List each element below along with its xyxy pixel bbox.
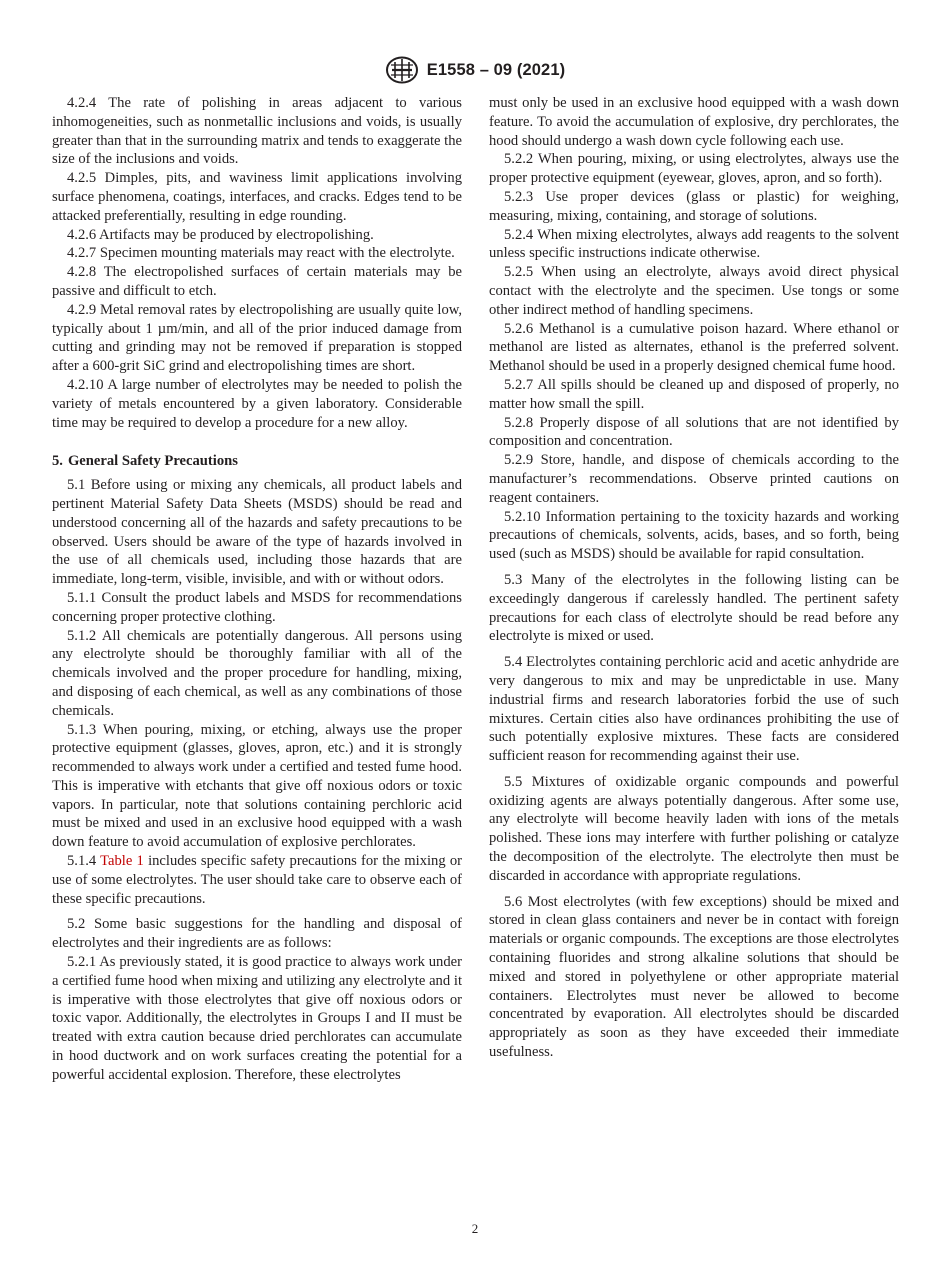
- paragraph-5-2-3: 5.2.3 Use proper devices (glass or plastic) for weighing, measuring, mixing, containing, and storage of solutions.: [489, 188, 899, 224]
- paragraph-5-1-4-lead: 5.1.4: [67, 853, 101, 870]
- paragraph-5-2-1: 5.2.1 As previously stated, it is good practice to always work under a certified fume hood when mixing and utilizing any electrolyte and it is imperative with those electrolytes that give off noxious odors or toxic vapor. Additionally, the electrolytes in Groups I and II must be treated with extra caution because dried perchlorates can accumulate in hood ductwork and on work surfaces creating the potential for a powerful accidental explosion. Therefore, these electrolytes: [52, 954, 462, 1083]
- paragraph-4-2-7: 4.2.7 Specimen mounting materials may react with the electrolyte.: [67, 245, 455, 262]
- paragraph-5-1-1: 5.1.1 Consult the product labels and MSDS for recommendations concerning proper protective clothing.: [52, 589, 462, 625]
- section-heading-5: [52, 452, 462, 471]
- paragraph-4-2-5: 4.2.5 Dimples, pits, and waviness limit applications involving surface phenomena, coatings, interfaces, and cracks. Edges tend to be attacked preferentially, resulting in edge rounding.: [52, 170, 462, 224]
- paragraph-5-1-2: 5.1.2 All chemicals are potentially dangerous. All persons using any electrolyte should be thoroughly familiar with all of the chemicals involved and the proper procedure for handling, mixing, and disposing of each chemical, as well as any combinations of those chemicals.: [52, 627, 462, 719]
- table-1-link[interactable]: Table 1: [100, 853, 144, 870]
- paragraph-5-1-3: 5.1.3 When pouring, mixing, or etching, always use the proper protective equipment (glasses, gloves, apron, etc.) and it is strongly recommended to always work under a certified and tested fume hood. This is imperative with etchants that give off noxious odors or toxic vapors. In particular, note that solutions containing perchloric acid must be mixed and used in an exclusive hood equipped with a wash down feature to avoid accumulation of explosive perchlorates.: [52, 721, 462, 851]
- paragraph-5-1: 5.1 Before using or mixing any chemicals, all product labels and pertinent Material Safety Data Sheets (MSDS) should be read and understood concerning all of the hazards and safety precautions to be observed. Users should be aware of the type of hazards involved in the use of all chemicals used, including those hazards that are immediate, long-term, visible, invisible, and with or without odors.: [52, 477, 462, 588]
- paragraph-5-3: 5.3 Many of the electrolytes in the following listing can be exceedingly dangerous if carelessly handled. The pertinent safety precautions for each class of electrolyte should be read before any electrolyte is mixed or used.: [489, 571, 899, 645]
- paragraph-4-2-6: 4.2.6 Artifacts may be produced by electropolishing.: [67, 226, 374, 243]
- left-column: [52, 94, 462, 1085]
- section-title: General Safety Precautions: [67, 453, 238, 470]
- paragraph-4-2-9: 4.2.9 Metal removal rates by electropolishing are usually quite low, typically about 1 µm/min, and all of the prior induced damage from cutting and grinding may not be removed if preparation is stopped after a 600-grit SiC grind and electropolishing times are short.: [52, 301, 462, 375]
- paragraph-5-2-1-continued: must only be used in an exclusive hood equipped with a wash down feature. To avoid the accumulation of explosive, dry perchlorates, the hood should undergo a wash down cycle following each use.: [489, 95, 899, 149]
- page-header: [0, 55, 950, 85]
- paragraph-5-2-2: 5.2.2 When pouring, mixing, or using electrolytes, always use the proper protective equipment (eyewear, gloves, apron, and so forth).: [489, 151, 899, 187]
- paragraph-5-2-8: 5.2.8 Properly dispose of all solutions that are not identified by composition and concentration.: [489, 414, 899, 450]
- paragraph-5-5: 5.5 Mixtures of oxidizable organic compounds and powerful oxidizing agents are always potentially dangerous. After some use, any electrolyte will become heavily laden with ions of the metals polished. These ions may interfere with further polishing or catalyze the decomposition of the electrolyte. The electrolyte then must be discarded in accordance with appropriate regulations.: [489, 773, 899, 884]
- paragraph-5-1-4: [52, 852, 462, 908]
- right-column: [489, 94, 899, 1062]
- paragraph-5-2-7: 5.2.7 All spills should be cleaned up and disposed of properly, no matter how small the spill.: [489, 376, 899, 412]
- paragraph-5-2-6: 5.2.6 Methanol is a cumulative poison hazard. Where ethanol or methanol are listed as alternates, ethanol is the preferred solvent. Methanol should be used in a properly designed chemical fume hood.: [489, 320, 899, 375]
- paragraph-5-1-4-rest: includes specific safety precautions for the mixing or use of some electrolytes. The user should take care to observe each of these specific precautions.: [52, 853, 463, 907]
- paragraph-5-6: 5.6 Most electrolytes (with few exceptions) should be mixed and stored in clean glass containers and never be in contact with foreign materials or organic compounds. The exceptions are those electrolytes containing fluorides and strong alkaline solutions that should be mixed and stored in polyethylene or other appropriate material containers. Electrolytes must never be allowed to become concentrated by evaporation. All electrolytes should be discarded appropriately as soon as they have exceeded their immediate usefulness.: [489, 893, 899, 1061]
- standard-designation: E1558 – 09 (2021): [426, 60, 566, 79]
- section-number: 5.: [52, 453, 63, 470]
- paragraph-4-2-10: 4.2.10 A large number of electrolytes may be needed to polish the variety of metals encountered by a given laboratory. Considerable time may be required to develop a procedure for a new alloy.: [52, 376, 462, 431]
- paragraph-5-2: 5.2 Some basic suggestions for the handling and disposal of electrolytes and their ingredients are as follows:: [52, 916, 462, 952]
- astm-logo-icon: [385, 56, 419, 84]
- paragraph-5-2-9: 5.2.9 Store, handle, and dispose of chemicals according to the manufacturer’s recommendations. Observe printed cautions on reagent containers.: [489, 452, 899, 506]
- paragraph-5-2-10: 5.2.10 Information pertaining to the toxicity hazards and working precautions of chemicals, solvents, acids, bases, and so forth, being used (such as MSDS) should be available for rapid consultation.: [489, 508, 899, 563]
- paragraph-4-2-8: 4.2.8 The electropolished surfaces of certain materials may be passive and difficult to etch.: [52, 264, 462, 299]
- paragraph-4-2-4: 4.2.4 The rate of polishing in areas adjacent to various inhomogeneities, such as nonmetallic inclusions and voids, is usually greater than that in the surrounding matrix and tends to exaggerate the size of the inclusions and voids.: [52, 95, 462, 168]
- paragraph-5-4: 5.4 Electrolytes containing perchloric acid and acetic anhydride are very dangerous to mix and may be unpredictable in use. Many industrial firms and research laboratories forbid the use of such mixtures. Certain cities also have ordinances prohibiting the use of such potentially explosive mixtures. These facts are considered sufficient reason for recommending against their use.: [489, 654, 899, 765]
- paragraph-5-2-4: 5.2.4 When mixing electrolytes, always add reagents to the solvent unless specific instructions indicate otherwise.: [489, 226, 899, 262]
- paragraph-5-2-5: 5.2.5 When using an electrolyte, always avoid direct physical contact with the electrolyte and the specimen. Use tongs or some other indirect method of handling specimens.: [489, 264, 899, 318]
- page-number: 2: [471, 1221, 479, 1236]
